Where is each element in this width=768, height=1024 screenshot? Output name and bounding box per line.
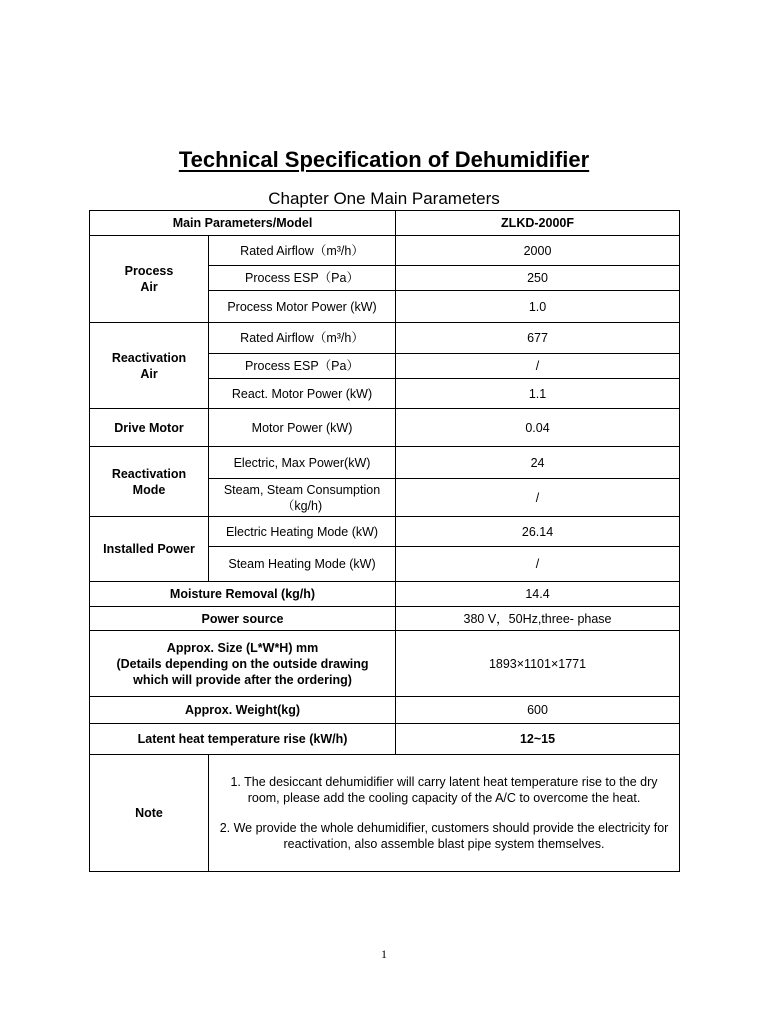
note-content [209, 755, 680, 872]
group-process-air: Process Air [90, 236, 209, 323]
note-row [90, 755, 680, 872]
table-row [90, 724, 680, 755]
group-installed-power: Installed Power [90, 517, 209, 582]
document-title-text: Technical Specification of Dehumidifier [178, 147, 590, 172]
param-label: Rated Airflow（m³/h） [209, 236, 396, 266]
table-row [90, 323, 680, 354]
header-model: ZLKD-2000F [396, 211, 680, 236]
moisture-removal-value: 14.4 [396, 582, 680, 607]
page-number: 1 [381, 947, 387, 961]
group-drive-motor: Drive Motor [90, 409, 209, 447]
table-row [90, 582, 680, 607]
param-label: Electric Heating Mode (kW) [209, 517, 396, 547]
latent-heat-value: 12~15 [396, 724, 680, 755]
param-value: 0.04 [396, 409, 680, 447]
latent-heat-label: Latent heat temperature rise (kW/h) [90, 724, 396, 755]
table-row [90, 607, 680, 631]
parameters-table [89, 210, 680, 872]
param-value: 1.0 [396, 291, 680, 323]
table-row [90, 447, 680, 479]
power-source-label: Power source [90, 607, 396, 631]
param-label: Process ESP（Pa） [209, 354, 396, 379]
power-source-value: 380 V，50Hz,three- phase [396, 607, 680, 631]
param-label: Process Motor Power (kW) [209, 291, 396, 323]
param-value: 24 [396, 447, 680, 479]
param-label: Rated Airflow（m³/h） [209, 323, 396, 354]
param-value: 250 [396, 266, 680, 291]
param-label: Steam Heating Mode (kW) [209, 547, 396, 582]
param-value: 677 [396, 323, 680, 354]
chapter-title: Chapter One Main Parameters [268, 189, 500, 208]
note-item: 1. The desiccant dehumidifier will carry latent heat temperature rise to the dry room, please add the cooling capacity of the A/C to overcome the heat. [230, 775, 658, 805]
approx-size-value: 1893×1101×1771 [396, 631, 680, 697]
param-value: / [396, 547, 680, 582]
param-value: 26.14 [396, 517, 680, 547]
param-value: / [396, 354, 680, 379]
table-row [90, 517, 680, 547]
moisture-removal-label: Moisture Removal (kg/h) [90, 582, 396, 607]
param-value: 1.1 [396, 379, 680, 409]
approx-size-label: Approx. Size (L*W*H) mm (Details depending on the outside drawing which will provide after the ordering) [90, 631, 396, 697]
param-label: Process ESP（Pa） [209, 266, 396, 291]
group-reactivation-mode: Reactivation Mode [90, 447, 209, 517]
param-label: Electric, Max Power(kW) [209, 447, 396, 479]
param-label: Motor Power (kW) [209, 409, 396, 447]
table-row [90, 697, 680, 724]
param-value: / [396, 479, 680, 517]
table-row [90, 409, 680, 447]
table-header-row [90, 211, 680, 236]
group-reactivation-air: Reactivation Air [90, 323, 209, 409]
document-title [0, 147, 768, 173]
approx-weight-label: Approx. Weight(kg) [90, 697, 396, 724]
param-label: React. Motor Power (kW) [209, 379, 396, 409]
table-row [90, 236, 680, 266]
param-value: 2000 [396, 236, 680, 266]
param-label: Steam, Steam Consumption （kg/h) [209, 479, 396, 517]
note-item: 2. We provide the whole dehumidifier, customers should provide the electricity for reactivation, also assemble blast pipe system themselves. [219, 821, 669, 851]
table-row [90, 631, 680, 697]
approx-weight-value: 600 [396, 697, 680, 724]
header-label: Main Parameters/Model [90, 211, 396, 236]
note-label: Note [90, 755, 209, 872]
